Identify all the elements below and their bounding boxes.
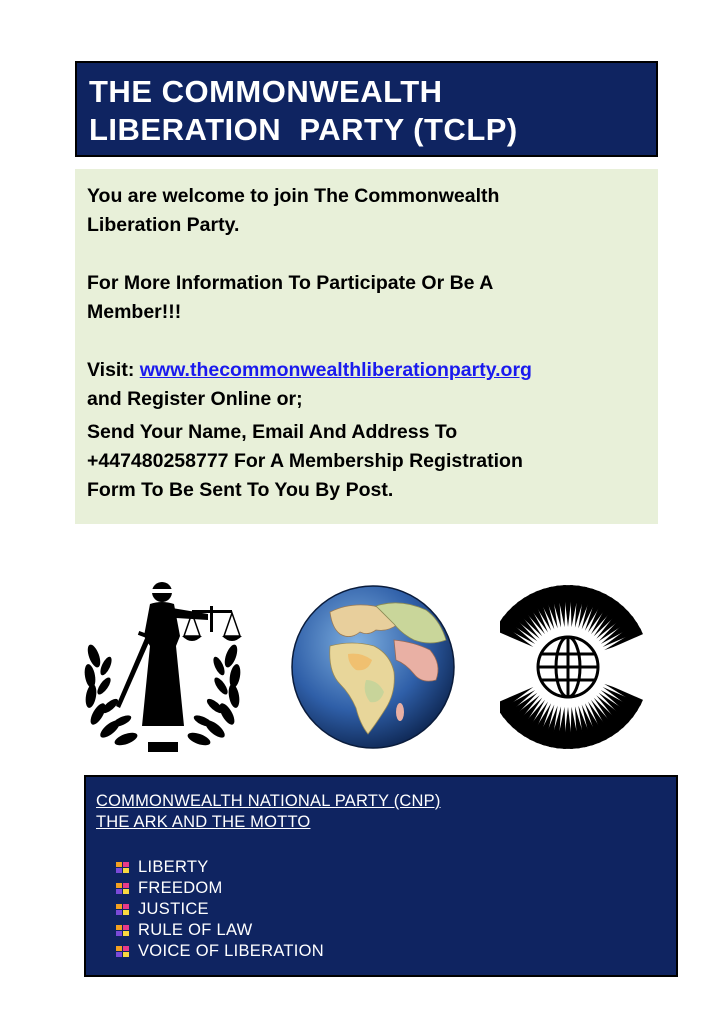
welcome-line-1: You are welcome to join The Commonwealth	[87, 185, 500, 207]
more-info-line-1: For More Information To Participate Or Be A	[87, 272, 494, 294]
bullet-icon	[116, 862, 130, 874]
bullet-icon	[116, 883, 130, 895]
visit-label: Visit:	[87, 359, 140, 381]
register-line: and Register Online or;	[87, 388, 303, 410]
website-link[interactable]: www.thecommonwealthliberationparty.org	[139, 359, 532, 381]
info-panel	[75, 169, 658, 524]
send-line-3: Form To Be Sent To You By Post.	[87, 479, 394, 501]
motto-liberty: LIBERTY	[138, 858, 209, 876]
globe-icon	[290, 584, 456, 750]
motto-voice-of-liberation: VOICE OF LIBERATION	[138, 942, 325, 960]
list-item	[116, 920, 666, 941]
list-item	[116, 878, 666, 899]
send-line-1: Send Your Name, Email And Address To	[87, 421, 458, 443]
cnp-panel	[84, 775, 678, 977]
visit-line	[87, 356, 646, 385]
welcome-line-2: Liberation Party.	[87, 214, 240, 236]
emblem-row	[0, 570, 724, 760]
list-item	[116, 941, 666, 962]
motto-freedom: FREEDOM	[138, 879, 223, 897]
title-line-2: LIBERATION PARTY (TCLP)	[89, 112, 518, 147]
list-item	[116, 899, 666, 920]
motto-list	[116, 857, 666, 962]
bullet-icon	[116, 925, 130, 937]
commonwealth-emblem-icon	[500, 584, 666, 750]
cnp-heading-1: COMMONWEALTH NATIONAL PARTY (CNP)	[96, 792, 441, 810]
send-line-2: +447480258777 For A Membership Registration	[87, 450, 523, 472]
title-line-1: THE COMMONWEALTH	[89, 74, 443, 109]
title-banner	[75, 61, 658, 157]
bullet-icon	[116, 904, 130, 916]
motto-justice: JUSTICE	[138, 900, 209, 918]
motto-rule-of-law: RULE OF LAW	[138, 921, 253, 939]
more-info-line-2: Member!!!	[87, 301, 182, 323]
bullet-icon	[116, 946, 130, 958]
list-item	[116, 857, 666, 878]
cnp-heading-2: THE ARK AND THE MOTTO	[96, 813, 311, 831]
lady-justice-icon	[80, 576, 245, 758]
